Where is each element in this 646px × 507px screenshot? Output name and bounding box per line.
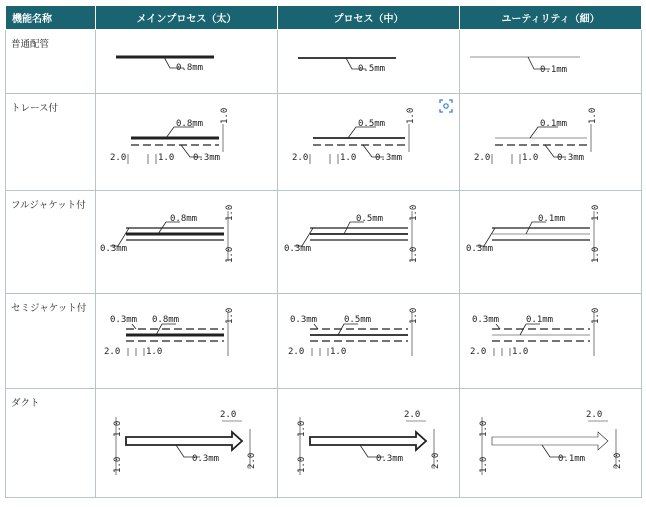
normal-process-diagram <box>278 30 458 92</box>
header-main-process: メインプロセス（太） <box>96 6 278 30</box>
svg-text:1.0: 1.0 <box>113 420 123 437</box>
table-row-semi-jacket <box>6 294 642 389</box>
svg-text:2.0: 2.0 <box>104 347 121 357</box>
svg-text:1.0: 1.0 <box>591 246 601 263</box>
svg-text:2.0: 2.0 <box>470 347 487 357</box>
svg-text:1.0: 1.0 <box>113 456 123 473</box>
row-label: ダクト <box>6 389 96 498</box>
cell-fulljacket-main <box>96 191 278 294</box>
cell-normal-main <box>96 30 278 94</box>
fulljacket-process-diagram <box>278 191 458 292</box>
trace-main-diagram <box>96 94 276 189</box>
cell-normal-process <box>278 30 460 94</box>
duct-process-diagram <box>278 389 458 496</box>
svg-text:2.0: 2.0 <box>431 452 441 469</box>
svg-text:0.1mm: 0.1mm <box>526 315 554 325</box>
svg-text:0.5mm: 0.5mm <box>344 315 372 325</box>
svg-text:1.0: 1.0 <box>340 153 357 163</box>
svg-text:2.0: 2.0 <box>288 347 305 357</box>
cell-semijacket-process <box>278 294 460 389</box>
normal-utility-diagram <box>460 30 640 92</box>
scan-icon[interactable] <box>439 99 453 113</box>
svg-text:0.3mm: 0.3mm <box>284 244 312 254</box>
normal-main-diagram <box>96 30 276 92</box>
svg-text:0.3mm: 0.3mm <box>192 454 220 464</box>
row-label: セミジャケット付 <box>6 294 96 389</box>
svg-text:1.0: 1.0 <box>591 307 601 324</box>
table-row-duct <box>6 389 642 498</box>
svg-text:1.0: 1.0 <box>479 456 489 473</box>
row-label: トレース付 <box>6 94 96 191</box>
width-label: 0.8mm <box>176 63 204 73</box>
svg-text:0.1mm: 0.1mm <box>558 454 586 464</box>
svg-text:1.0: 1.0 <box>225 307 235 324</box>
svg-text:1.0: 1.0 <box>297 420 307 437</box>
svg-text:0.1mm: 0.1mm <box>538 214 566 224</box>
svg-text:1.0: 1.0 <box>512 347 529 357</box>
row-label: フルジャケット付 <box>6 191 96 294</box>
header-row <box>6 6 642 30</box>
svg-text:0.3mm: 0.3mm <box>193 153 221 163</box>
svg-text:1.0: 1.0 <box>146 347 163 357</box>
svg-text:1.0: 1.0 <box>406 107 416 124</box>
svg-text:2.0: 2.0 <box>586 410 603 420</box>
svg-text:0.3mm: 0.3mm <box>376 454 404 464</box>
fulljacket-utility-diagram <box>460 191 640 292</box>
svg-text:0.8mm: 0.8mm <box>170 214 198 224</box>
svg-text:2.0: 2.0 <box>247 452 257 469</box>
svg-text:0.8mm: 0.8mm <box>152 315 180 325</box>
svg-text:1.0: 1.0 <box>225 246 235 263</box>
svg-text:2.0: 2.0 <box>292 153 309 163</box>
cell-duct-utility <box>460 389 642 498</box>
svg-text:1.0: 1.0 <box>522 153 539 163</box>
svg-text:2.0: 2.0 <box>220 410 237 420</box>
semijacket-process-diagram <box>278 294 458 387</box>
header-utility: ユーティリティ（細） <box>460 6 642 30</box>
svg-text:0.3mm: 0.3mm <box>472 315 500 325</box>
table-row-trace <box>6 94 642 191</box>
svg-text:2.0: 2.0 <box>613 452 623 469</box>
duct-utility-diagram <box>460 389 640 496</box>
cell-semijacket-utility <box>460 294 642 389</box>
table-row-normal-piping <box>6 30 642 94</box>
svg-text:1.0: 1.0 <box>409 307 419 324</box>
cell-trace-process <box>278 94 460 191</box>
svg-text:0.5mm: 0.5mm <box>358 119 386 129</box>
svg-text:2.0: 2.0 <box>110 153 127 163</box>
svg-text:1.0: 1.0 <box>220 107 230 124</box>
svg-text:1.0: 1.0 <box>591 204 601 221</box>
svg-text:0.8mm: 0.8mm <box>176 119 204 129</box>
duct-main-diagram <box>96 389 276 496</box>
svg-text:0.3mm: 0.3mm <box>110 315 138 325</box>
svg-text:1.0: 1.0 <box>409 204 419 221</box>
svg-text:0.5mm: 0.5mm <box>356 214 384 224</box>
table-row-full-jacket <box>6 191 642 294</box>
svg-text:0.3mm: 0.3mm <box>375 153 403 163</box>
cell-semijacket-main <box>96 294 278 389</box>
cell-fulljacket-process <box>278 191 460 294</box>
svg-text:1.0: 1.0 <box>588 107 598 124</box>
svg-text:0.3mm: 0.3mm <box>290 315 318 325</box>
trace-utility-diagram <box>460 94 640 189</box>
fulljacket-main-diagram <box>96 191 276 292</box>
svg-text:2.0: 2.0 <box>404 410 421 420</box>
cell-duct-process <box>278 389 460 498</box>
line-types-table-container <box>5 5 641 502</box>
svg-text:1.0: 1.0 <box>158 153 175 163</box>
svg-text:1.0: 1.0 <box>479 420 489 437</box>
svg-text:1.0: 1.0 <box>225 204 235 221</box>
cell-fulljacket-utility <box>460 191 642 294</box>
svg-text:0.3mm: 0.3mm <box>466 244 494 254</box>
svg-text:0.3mm: 0.3mm <box>557 153 585 163</box>
semijacket-utility-diagram <box>460 294 640 387</box>
width-label: 0.5mm <box>358 64 386 74</box>
cell-normal-utility <box>460 30 642 94</box>
trace-process-diagram <box>278 94 458 189</box>
cell-duct-main <box>96 389 278 498</box>
cell-trace-utility <box>460 94 642 191</box>
svg-text:1.0: 1.0 <box>330 347 347 357</box>
svg-text:0.3mm: 0.3mm <box>100 244 128 254</box>
header-function-name: 機能名称 <box>6 6 96 30</box>
header-process: プロセス（中） <box>278 6 460 30</box>
svg-text:1.0: 1.0 <box>297 456 307 473</box>
cell-trace-main <box>96 94 278 191</box>
svg-text:0.1mm: 0.1mm <box>540 119 568 129</box>
width-label: 0.1mm <box>540 65 568 75</box>
svg-text:1.0: 1.0 <box>409 246 419 263</box>
row-label: 普通配管 <box>6 30 96 94</box>
svg-text:2.0: 2.0 <box>474 153 491 163</box>
semijacket-main-diagram <box>96 294 276 387</box>
line-types-table <box>5 5 642 498</box>
